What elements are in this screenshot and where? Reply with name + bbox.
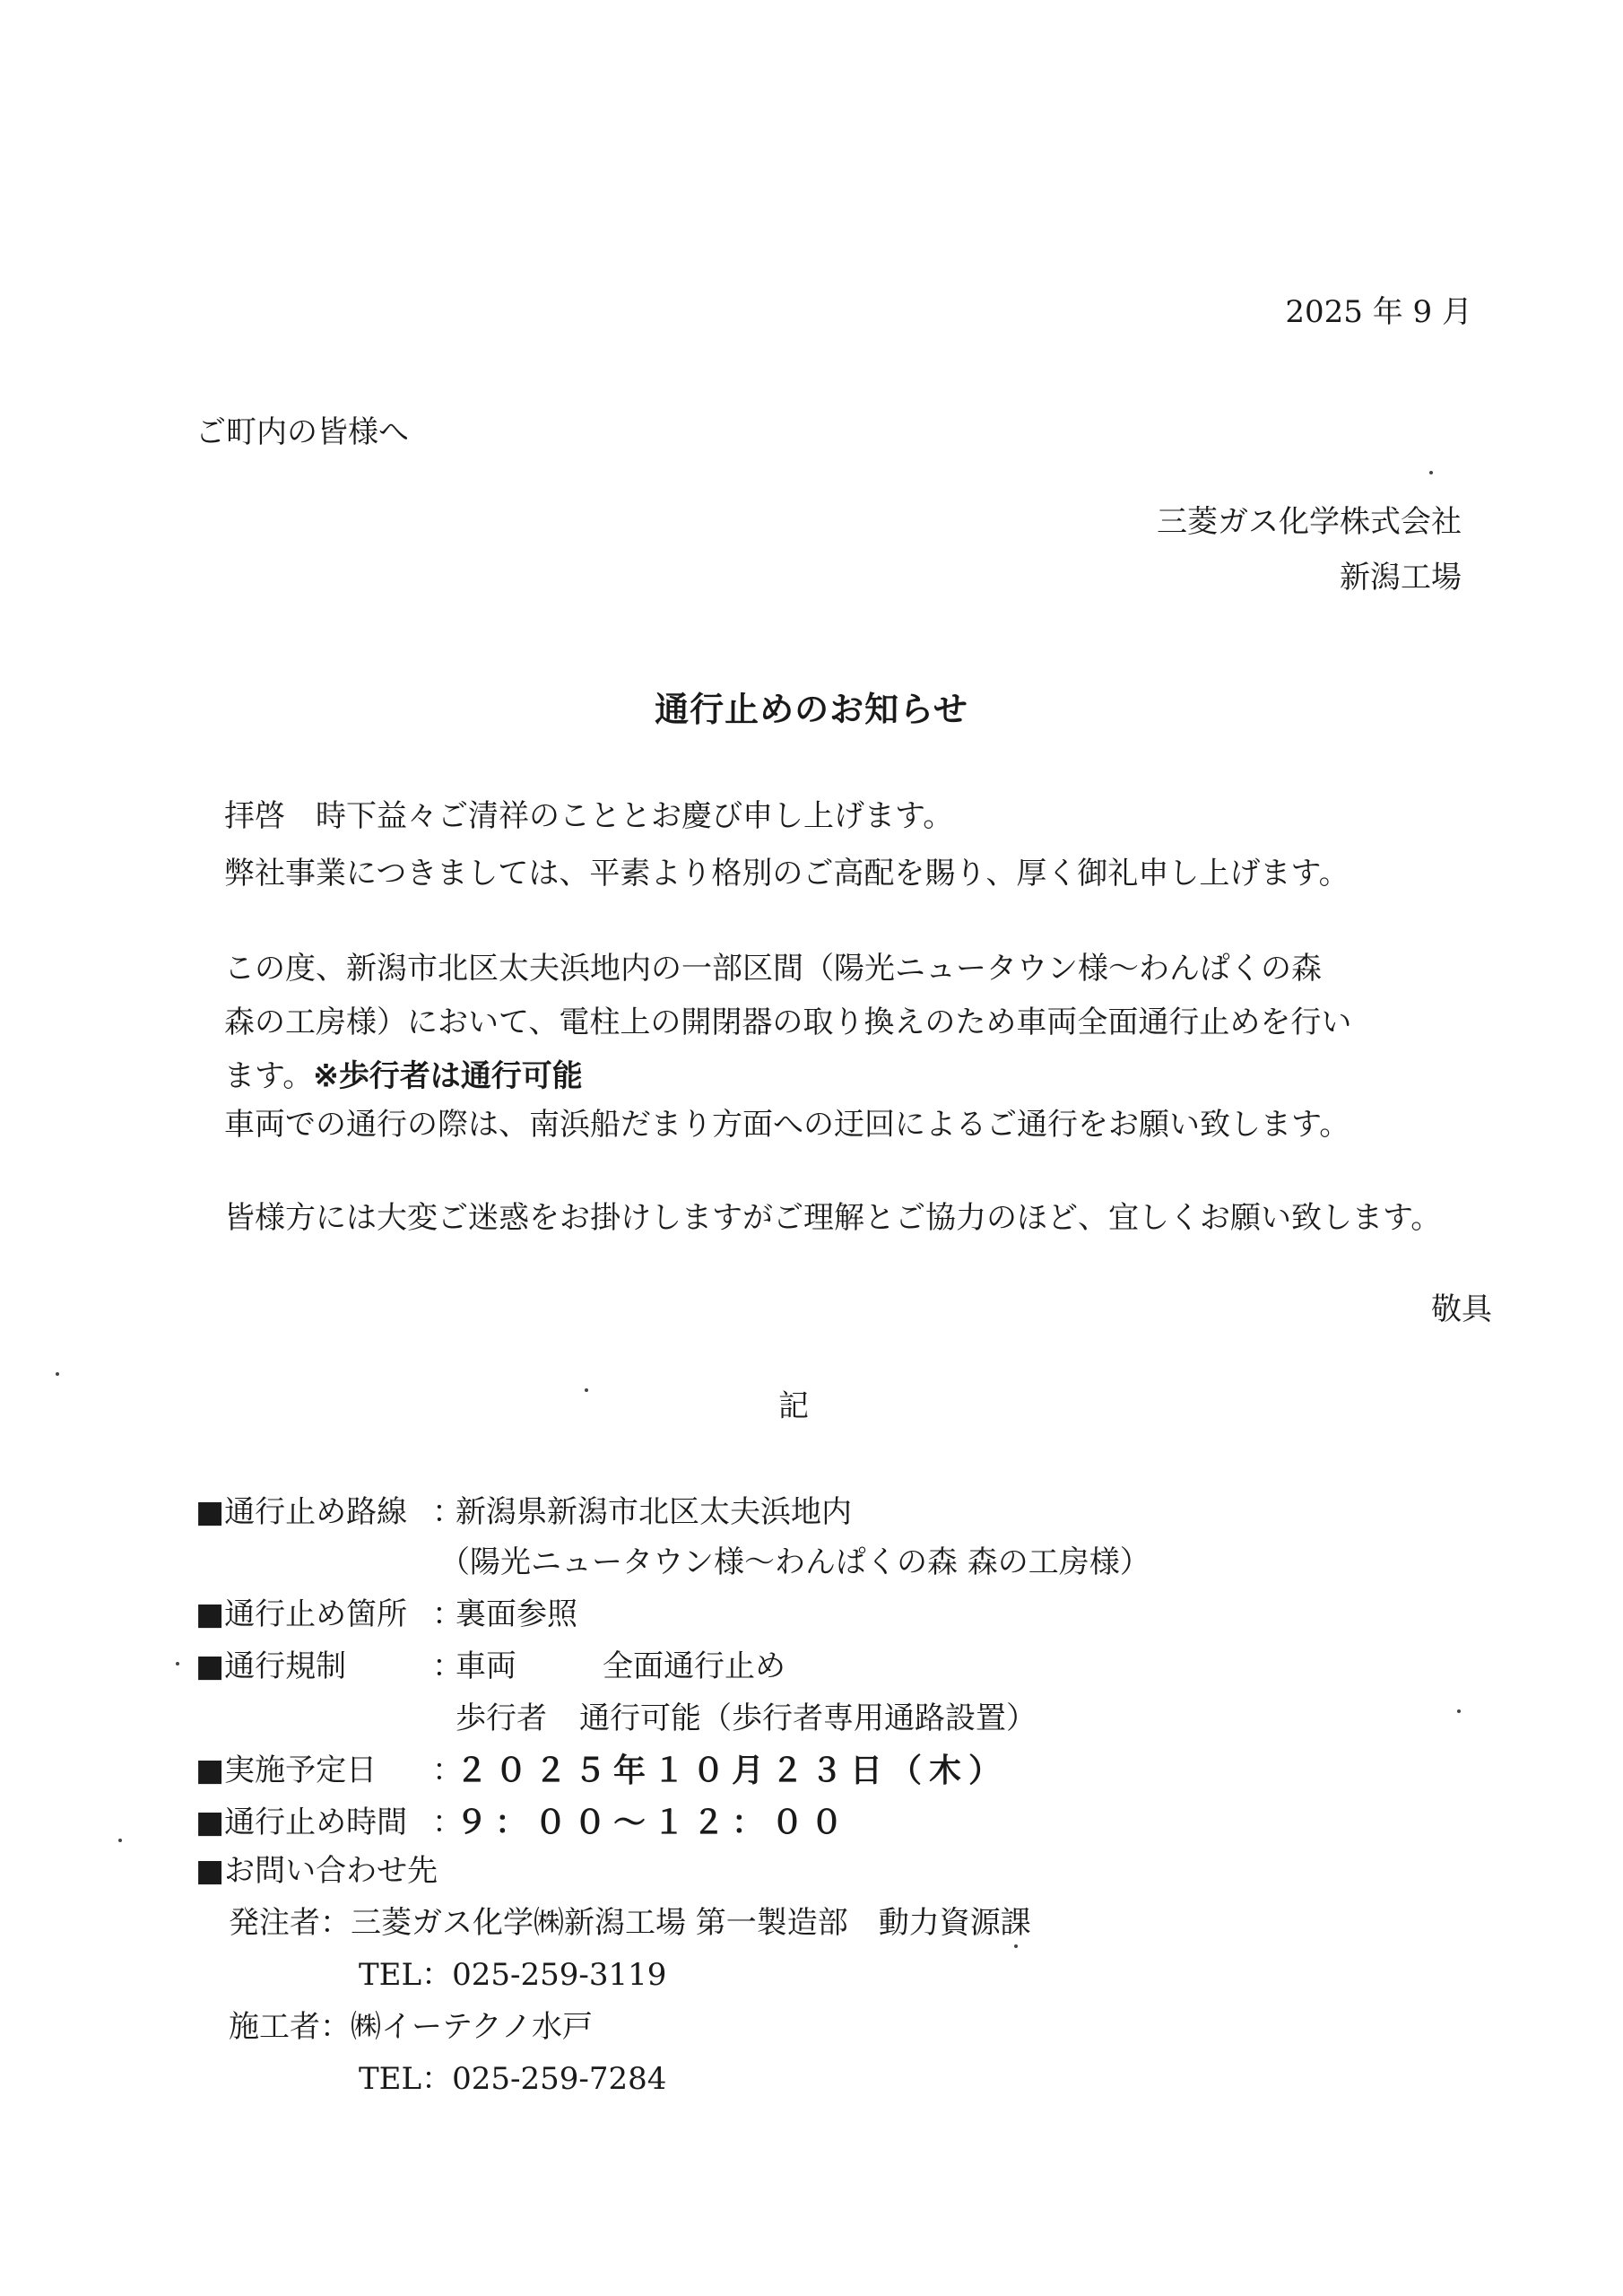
contact-label: ■お問い合わせ先 [195, 1853, 438, 1889]
time-value: ９：００～１２：００ [456, 1804, 851, 1841]
apology-line: 皆様方には大変ご迷惑をお掛けしますがご理解とご協力のほど、宜しくお願い致します。 [224, 1200, 1442, 1236]
document-date: 2025 年 9 月 [1285, 294, 1472, 330]
date-colon: ： [432, 1752, 463, 1788]
ki-heading: 記 [778, 1388, 809, 1424]
contractor-line: 施工者：㈱イーテクノ水戸 [229, 2009, 593, 2045]
location-colon: ： [432, 1596, 463, 1632]
scan-speck [1429, 471, 1433, 474]
detour-line: 車両での通行の際は、南浜船だまり方面への迂回によるご通行をお願い致します。 [224, 1107, 1350, 1143]
sender-factory: 新潟工場 [1340, 560, 1462, 596]
greeting-line-1: 拝啓 時下益々ご清祥のこととお慶び申し上げます。 [224, 798, 954, 834]
regulation-pedestrian-row [456, 1700, 1037, 1736]
route-colon: ： [432, 1494, 463, 1530]
orderer-line: 発注者：三菱ガス化学㈱新潟工場 第一製造部 動力資源課 [229, 1905, 1031, 1941]
regulation-colon: ： [432, 1648, 463, 1684]
date-label: ■実施予定日 [195, 1752, 378, 1788]
document-title: 通行止めのお知らせ [655, 689, 968, 729]
scan-speck [176, 1662, 179, 1665]
notice-line-2: 森の工房様）において、電柱上の開閉器の取り換えのため車両全面通行止めを行い [224, 1004, 1352, 1040]
orderer-tel: TEL：025-259-3119 [359, 1957, 667, 1993]
scan-speck [118, 1839, 122, 1842]
scan-speck [56, 1372, 59, 1376]
notice-line-1: この度、新潟市北区太夫浜地内の一部区間（陽光ニュータウン様～わんぱくの森 [224, 951, 1322, 987]
location-label: ■通行止め箇所 [195, 1596, 408, 1632]
time-label: ■通行止め時間 [195, 1805, 408, 1840]
regulation-pedestrian-value: 通行可能（歩行者専用通路設置） [579, 1700, 1037, 1736]
route-value: 新潟県新潟市北区太夫浜地内 [456, 1494, 852, 1530]
time-colon: ： [432, 1805, 463, 1840]
regulation-vehicle-row [456, 1648, 785, 1684]
pedestrian-note: ※歩行者は通行可能 [313, 1058, 583, 1094]
scan-speck [1014, 1944, 1018, 1948]
regulation-pedestrian: 歩行者 [456, 1700, 547, 1736]
regulation-vehicle: 車両 [456, 1648, 516, 1684]
route-value-sub: （陽光ニュータウン様～わんぱくの森 森の工房様） [439, 1544, 1150, 1580]
route-label: ■通行止め路線 [195, 1494, 408, 1530]
location-value: 裏面参照 [456, 1596, 577, 1632]
notice-line-3-text: ます。 [224, 1058, 314, 1094]
date-value: ２０２５年１０月２３日（木） [456, 1752, 1009, 1789]
notice-line-3 [224, 1058, 583, 1094]
greeting-line-2: 弊社事業につきましては、平素より格別のご高配を賜り、厚く御礼申し上げます。 [224, 856, 1350, 891]
regulation-label: ■通行規制 [195, 1648, 347, 1684]
scan-speck [1457, 1709, 1461, 1713]
contractor-tel: TEL：025-259-7284 [359, 2061, 667, 2097]
addressee: ご町内の皆様へ [195, 414, 409, 450]
scan-speck [585, 1388, 588, 1392]
closing-keigu: 敬具 [1431, 1292, 1492, 1327]
sender-company: 三菱ガス化学株式会社 [1157, 504, 1462, 540]
regulation-vehicle-value: 全面通行止め [603, 1648, 785, 1684]
